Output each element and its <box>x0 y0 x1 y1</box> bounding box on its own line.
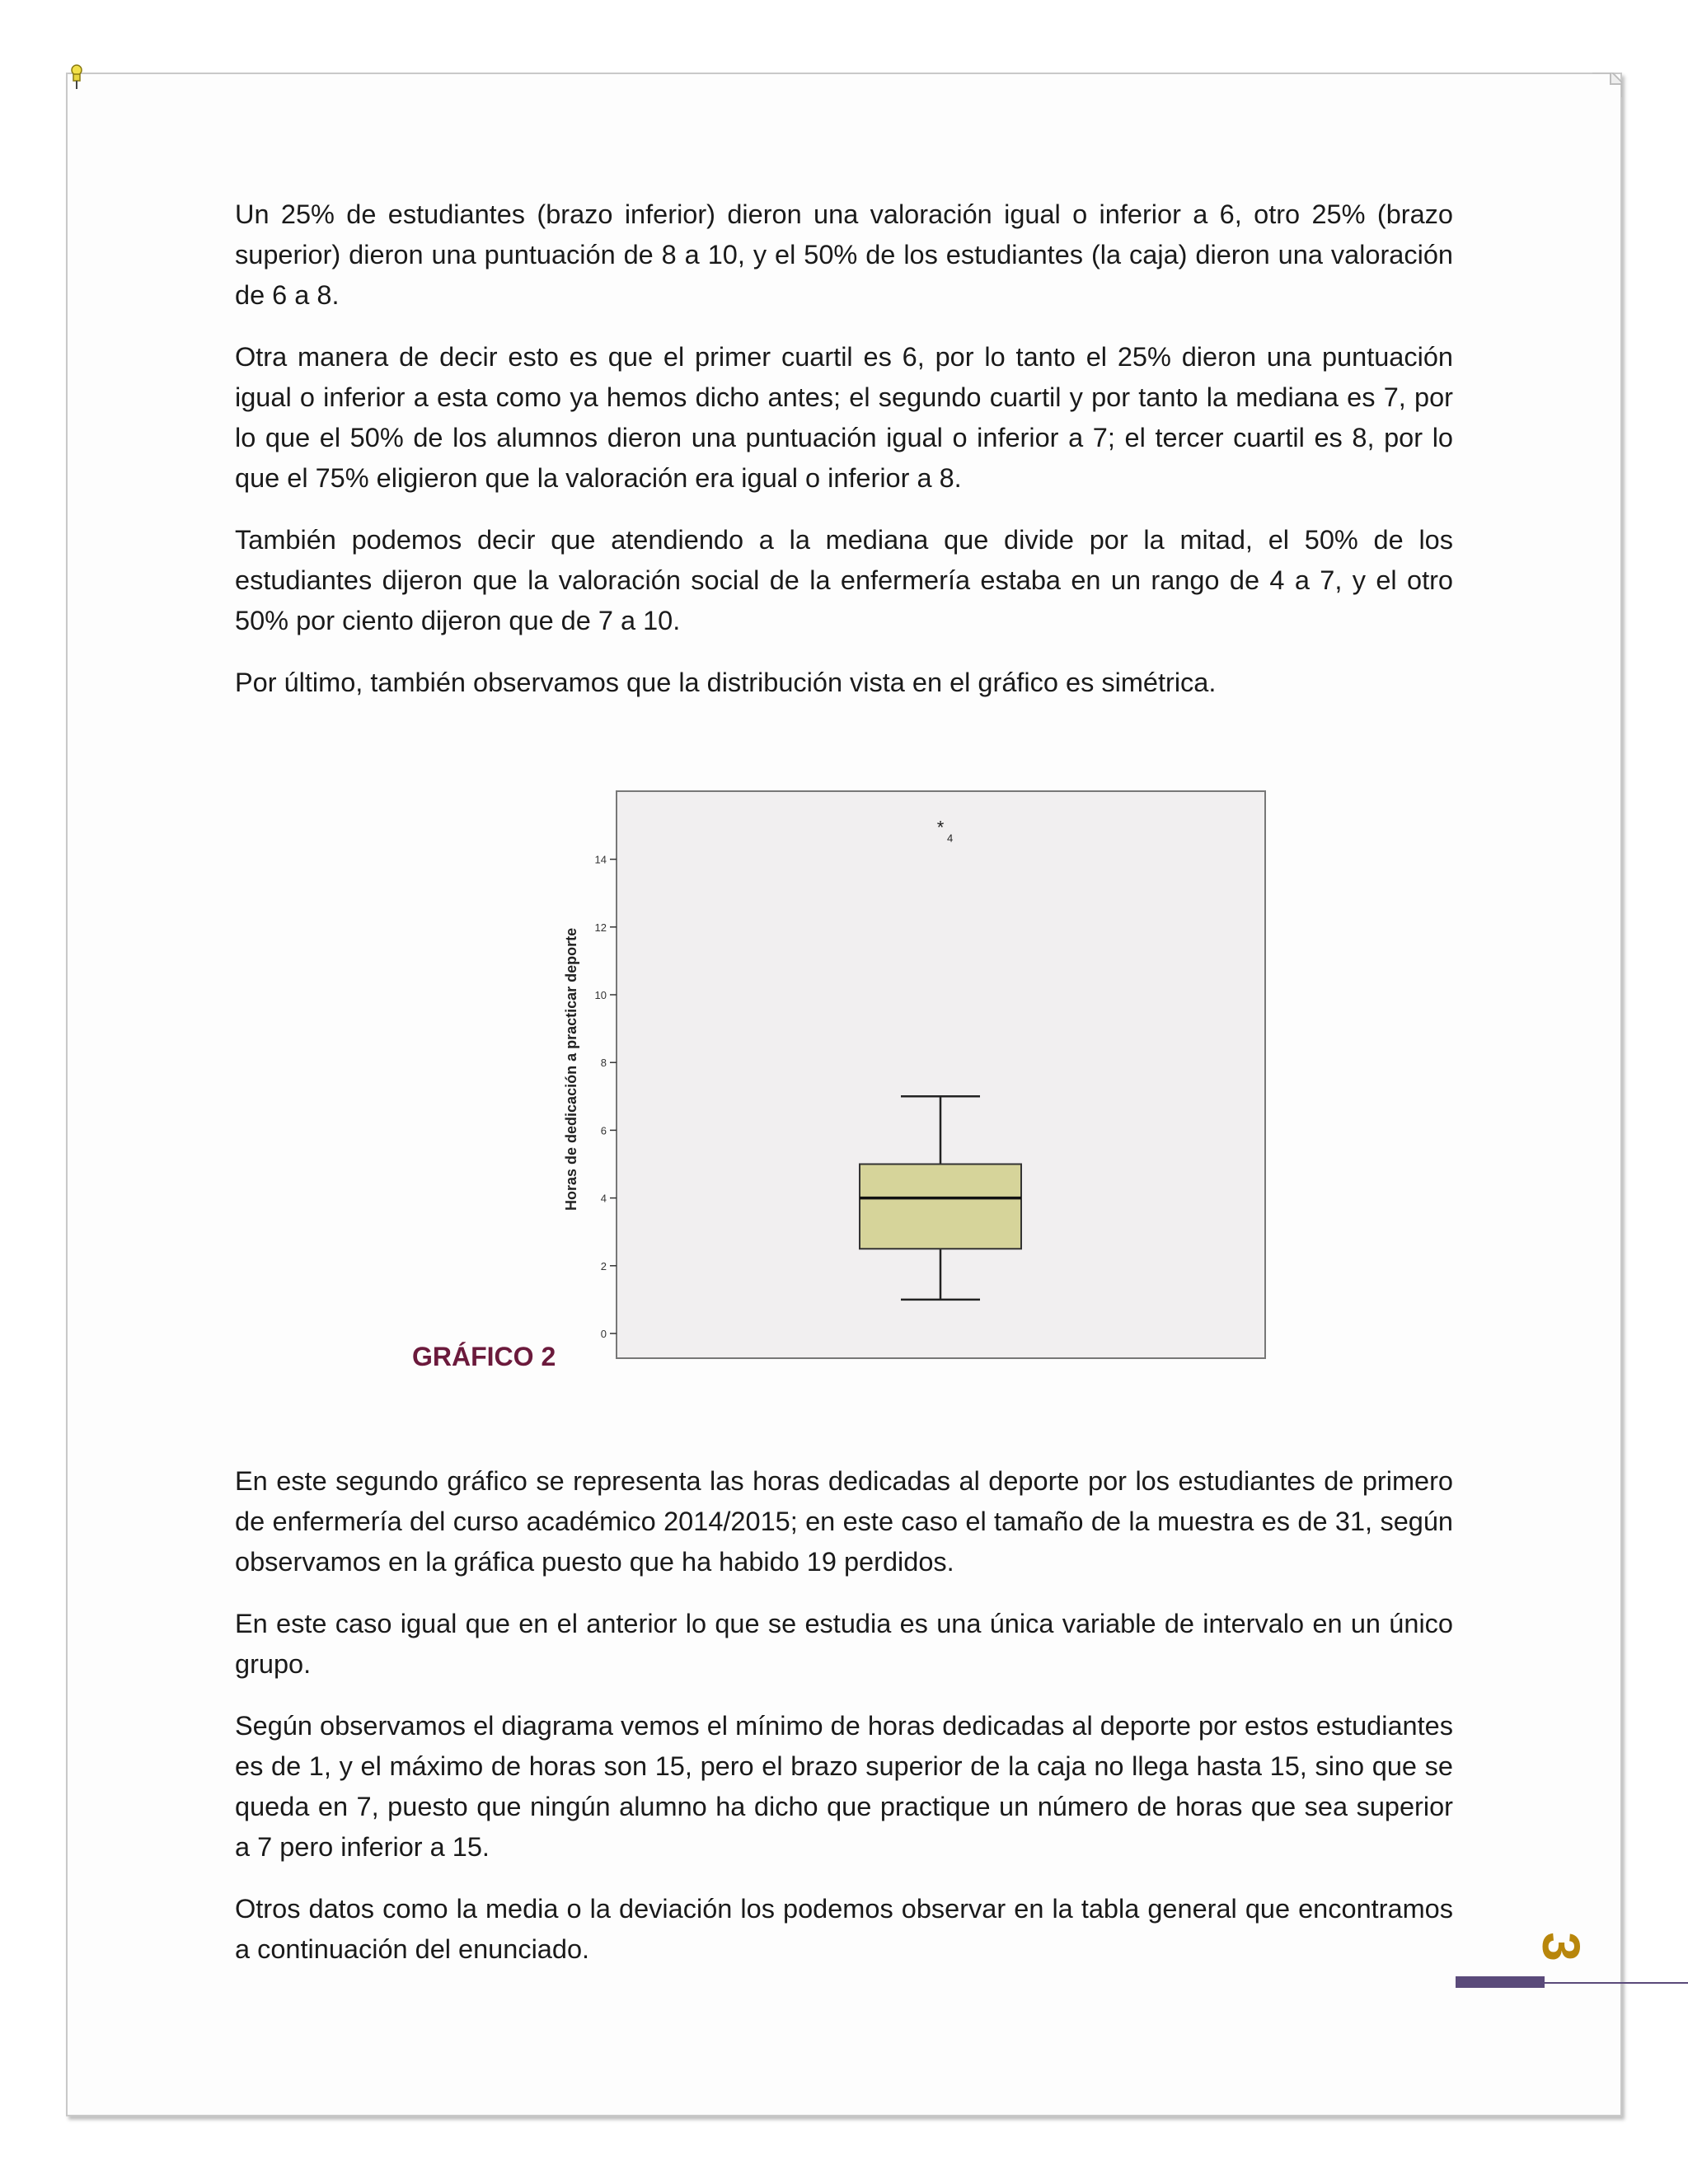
boxplot-chart <box>544 787 1269 1364</box>
y-axis-label: Horas de dedicación a practicar deporte <box>563 927 579 1211</box>
pushpin-icon <box>68 64 86 91</box>
footer-accent-line <box>1545 1982 1688 1984</box>
chart-svg <box>544 787 1269 1364</box>
paragraph: En este caso igual que en el anterior lo que se estudia es una única variable de intervalo en un único grupo. <box>235 1609 1453 1679</box>
y-tick-label: 14 <box>594 853 607 866</box>
page-fold-corner <box>1592 73 1622 97</box>
paragraph: Un 25% de estudiantes (brazo inferior) dieron una valoración igual o inferior a 6, otro 25% (brazo superior) dieron una puntuación de 8 a 10, y el 50% de los estudiantes (la caja) dieron una valoración de 6 a 8. <box>235 199 1453 310</box>
y-tick-label: 10 <box>594 989 607 1001</box>
outlier-label: 4 <box>947 832 954 845</box>
paragraph: Por último, también observamos que la distribución vista en el gráfico es simétrica. <box>235 668 1217 697</box>
footer-accent-bar <box>1456 1976 1545 1988</box>
y-tick-label: 4 <box>600 1192 607 1205</box>
paragraph: Según observamos el diagrama vemos el mínimo de horas dedicadas al deporte por estos estudiantes es de 1, y el máximo de horas son 15, pero el brazo superior de la caja no llega hasta 15, sino que se queda en 7, puesto que ningún alumno ha dicho que practique un número de horas que sea superior a 7 pero inferior a 15. <box>235 1711 1453 1862</box>
paragraph: En este segundo gráfico se representa las horas dedicadas al deporte por los estudiantes de primero de enfermería del curso académico 2014/2015; en este caso el tamaño de la muestra es de 31, según observamos en la gráfica puesto que ha habido 19 perdidos. <box>235 1466 1453 1577</box>
paragraph: Otros datos como la media o la deviación los podemos observar en la tabla general que encontramos a continuación del enunciado. <box>235 1894 1453 1964</box>
box-iqr <box>860 1165 1021 1249</box>
y-tick-label: 8 <box>600 1057 607 1070</box>
paragraph: También podemos decir que atendiendo a la mediana que divide por la mitad, el 50% de los estudiantes dijeron que la valoración social de la enfermería estaba en un rango de 4 a 7, y el otro 50% por ciento dijeron que de 7 a 10. <box>235 525 1453 635</box>
text-block-top <box>235 194 1453 724</box>
figure-caption: GRÁFICO 2 <box>412 1342 556 1371</box>
outlier-marker: * <box>936 817 945 838</box>
y-tick-label: 6 <box>600 1124 607 1137</box>
y-tick-label: 0 <box>600 1328 607 1340</box>
paragraph: Otra manera de decir esto es que el primer cuartil es 6, por lo tanto el 25% dieron una puntuación igual o inferior a esta como ya hemos dicho antes; el segundo cuartil y por tanto la mediana es 7, por lo que el 50% de los alumnos dieron una puntuación igual o inferior a 7; el tercer cuartil es 8, por lo que el 75% eligieron que la valoración era igual o inferior a 8. <box>235 342 1453 493</box>
page-number: 3 <box>1531 1932 1591 1961</box>
y-tick-label: 12 <box>594 921 607 934</box>
text-block-bottom <box>235 1461 1453 1991</box>
y-tick-label: 2 <box>600 1259 607 1272</box>
